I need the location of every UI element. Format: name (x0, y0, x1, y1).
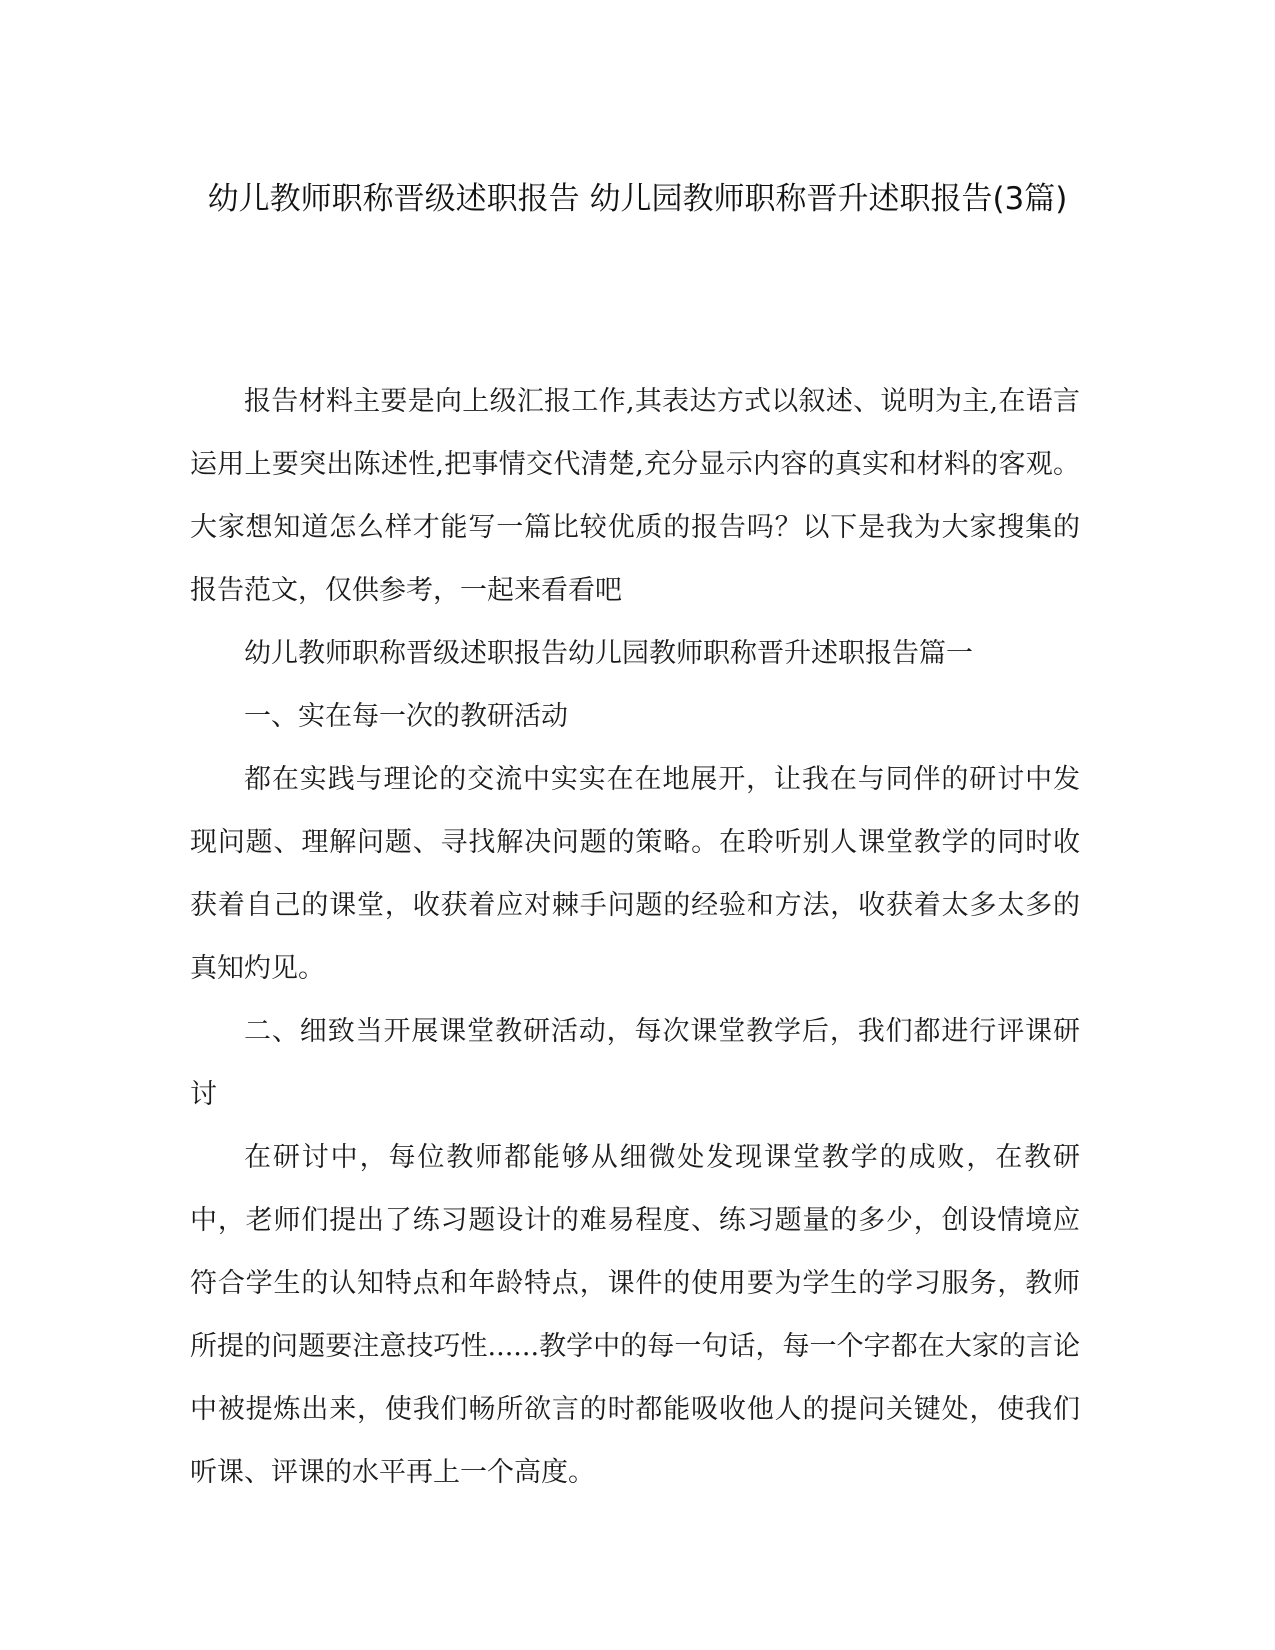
paragraph-intro: 报告材料主要是向上级汇报工作,其表达方式以叙述、说明为主,在语言运用上要突出陈述性,把事情交代清楚,充分显示内容的真实和材料的客观。大家想知道怎么样才能写一篇比较优质的报告吗？以下是我为大家搜集的报告范文，仅供参考，一起来看看吧 (190, 386, 1080, 606)
paragraph-heading-1: 一、实在每一次的教研活动 (244, 701, 568, 732)
document-body (190, 370, 1080, 1504)
paragraph-section-title: 幼儿教师职称晋级述职报告幼儿园教师职称晋升述职报告篇一 (244, 638, 973, 669)
paragraph-body-1: 都在实践与理论的交流中实实在在地展开，让我在与同伴的研讨中发现问题、理解问题、寻找解决问题的策略。在聆听别人课堂教学的同时收获着自己的课堂，收获着应对棘手问题的经验和方法，收获着太多太多的真知灼见。 (190, 764, 1080, 984)
document-title: 幼儿教师职称晋级述职报告 幼儿园教师职称晋升述职报告(3篇) (207, 181, 1068, 217)
paragraph-body-2: 在研讨中，每位教师都能够从细微处发现课堂教学的成败，在教研中，老师们提出了练习题设计的难易程度、练习题量的多少，创设情境应符合学生的认知特点和年龄特点，课件的使用要为学生的学习服务，教师所提的问题要注意技巧性......教学中的每一句话，每一个字都在大家的言论中被提炼出来，使我们畅所欲言的时都能吸收他人的提问关键处，使我们听课、评课的水平再上一个高度。 (190, 1142, 1080, 1488)
paragraph-heading-2: 二、细致当开展课堂教研活动，每次课堂教学后，我们都进行评课研讨 (190, 1016, 1080, 1110)
